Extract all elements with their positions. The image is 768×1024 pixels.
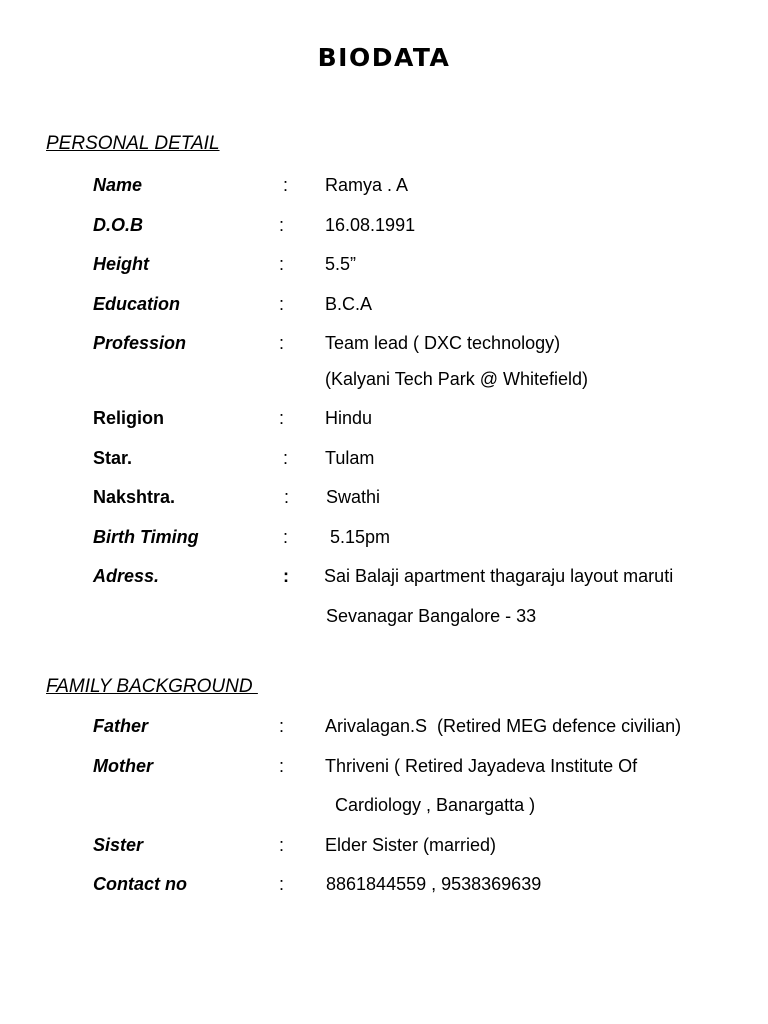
profession-colon: : [279, 333, 285, 353]
star-value: Tulam [325, 448, 375, 468]
height-colon: : [279, 254, 285, 274]
nakshtra-colon: : [284, 487, 290, 507]
dob-colon: : [279, 215, 285, 235]
contact-value: 8861844559 , 9538369639 [326, 874, 542, 894]
religion-label: Religion [93, 408, 164, 428]
education-value: B.C.A [325, 294, 373, 314]
mother-colon: : [279, 756, 285, 776]
address-colon: : [283, 566, 289, 586]
nakshtra-label: Nakshtra. [93, 487, 176, 507]
contact-label: Contact no [93, 874, 187, 894]
sister-label: Sister [93, 835, 144, 855]
address-label: Adress. [93, 566, 160, 586]
birth-timing-colon: : [283, 527, 289, 547]
dob-value: 16.08.1991 [325, 215, 416, 235]
birth-timing-label: Birth Timing [93, 527, 199, 547]
height-label: Height [93, 254, 149, 274]
name-label: Name [93, 175, 143, 195]
dob-label: D.O.B [93, 215, 144, 235]
religion-colon: : [279, 408, 285, 428]
personal-detail-heading: PERSONAL DETAIL [46, 133, 220, 154]
father-value: Arivalagan.S (Retired MEG defence civilian) [325, 716, 682, 736]
name-colon: : [283, 175, 289, 195]
mother-value-line2: Cardiology , Banargatta ) [335, 795, 536, 815]
family-background-heading: FAMILY BACKGROUND [46, 676, 258, 697]
father-colon: : [279, 716, 285, 736]
document-title: BIODATA [317, 43, 451, 72]
education-label: Education [93, 294, 181, 314]
religion-value: Hindu [325, 408, 373, 428]
height-value: 5.5” [325, 254, 357, 274]
birth-timing-value: 5.15pm [325, 527, 391, 547]
mother-value: Thriveni ( Retired Jayadeva Institute Of [325, 756, 638, 776]
profession-value-line2: (Kalyani Tech Park @ Whitefield) [325, 369, 589, 389]
profession-value: Team lead ( DXC technology) [325, 333, 561, 353]
father-label: Father [93, 716, 149, 736]
nakshtra-value: Swathi [326, 487, 381, 507]
address-value-line2: Sevanagar Bangalore - 33 [326, 606, 537, 626]
star-colon: : [283, 448, 289, 468]
contact-colon: : [279, 874, 285, 894]
mother-label: Mother [93, 756, 153, 776]
profession-label: Profession [93, 333, 187, 353]
sister-value: Elder Sister (married) [325, 835, 497, 855]
education-colon: : [279, 294, 285, 314]
sister-colon: : [279, 835, 285, 855]
star-label: Star. [93, 448, 133, 468]
name-value: Ramya . A [325, 175, 409, 195]
address-value: Sai Balaji apartment thagaraju layout maruti [324, 566, 674, 586]
